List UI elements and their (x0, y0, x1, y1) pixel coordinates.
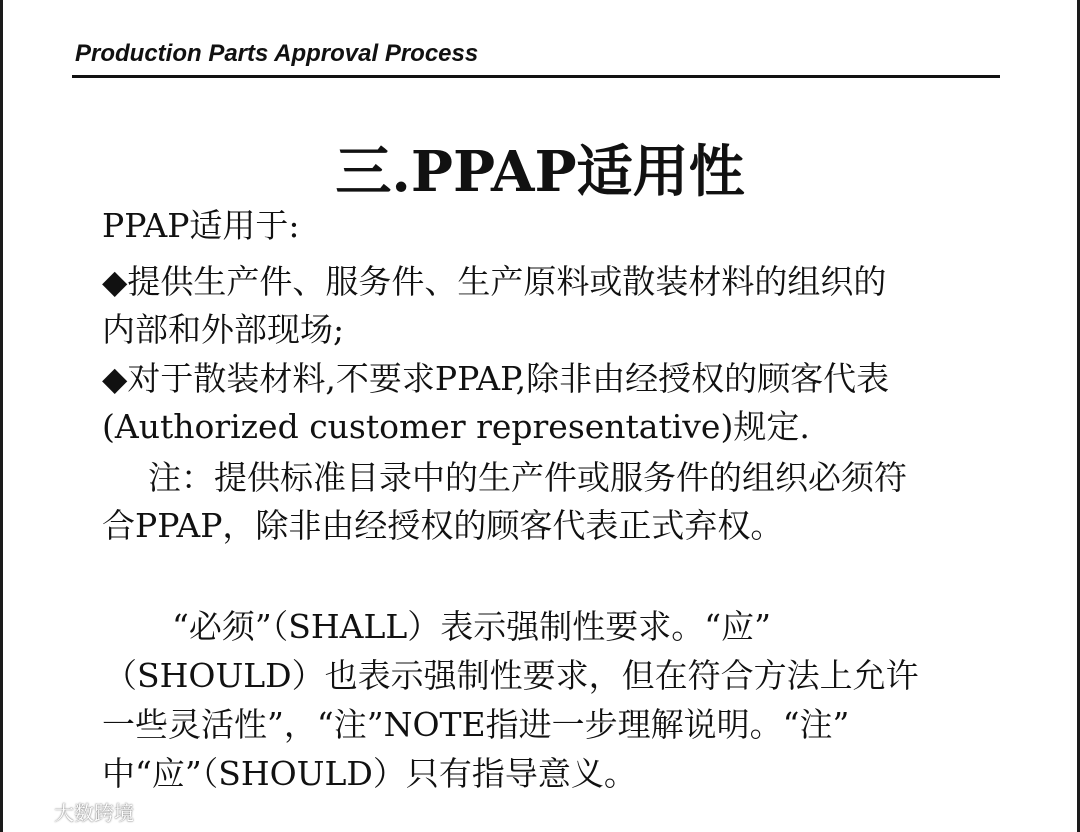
body-line-note-cont: 合PPAP，除非由经授权的顾客代表正式弃权。 (102, 506, 784, 545)
body-line-intro: PPAP适用于: (102, 206, 300, 245)
watermark (10, 797, 134, 826)
body-line-bullet-2: ◆对于散装材料,不要求PPAP,除非由经授权的顾客代表 (102, 359, 890, 398)
body-line-note: 注：提供标准目录中的生产件或服务件的组织必须符 (148, 458, 907, 497)
body-line-definition-3: 一些灵活性”，“注”NOTE指进一步理解说明。“注” (102, 705, 850, 744)
body-line-bullet-1-cont: 内部和外部现场; (102, 310, 345, 349)
body-line-definition-2: （SHOULD）也表示强制性要求，但在符合方法上允许 (104, 656, 919, 695)
watermark-text: 大数跨境 (54, 801, 134, 825)
header-divider (72, 75, 1000, 78)
body-line-bullet-2-cont: (Authorized customer representative)规定. (102, 407, 810, 446)
body-line-definition-4: 中“应”（SHOULD）只有指导意义。 (102, 754, 637, 793)
slide-title: 三.PPAP适用性 (335, 139, 745, 205)
slide-frame-left-border (0, 0, 3, 832)
body-line-bullet-1: ◆提供生产件、服务件、生产原料或散装材料的组织的 (102, 262, 887, 301)
body-line-definition-1: “必须”（SHALL）表示强制性要求。“应” (172, 607, 772, 646)
header-title: Production Parts Approval Process (75, 40, 479, 67)
watermark-logo-icon (10, 800, 48, 824)
